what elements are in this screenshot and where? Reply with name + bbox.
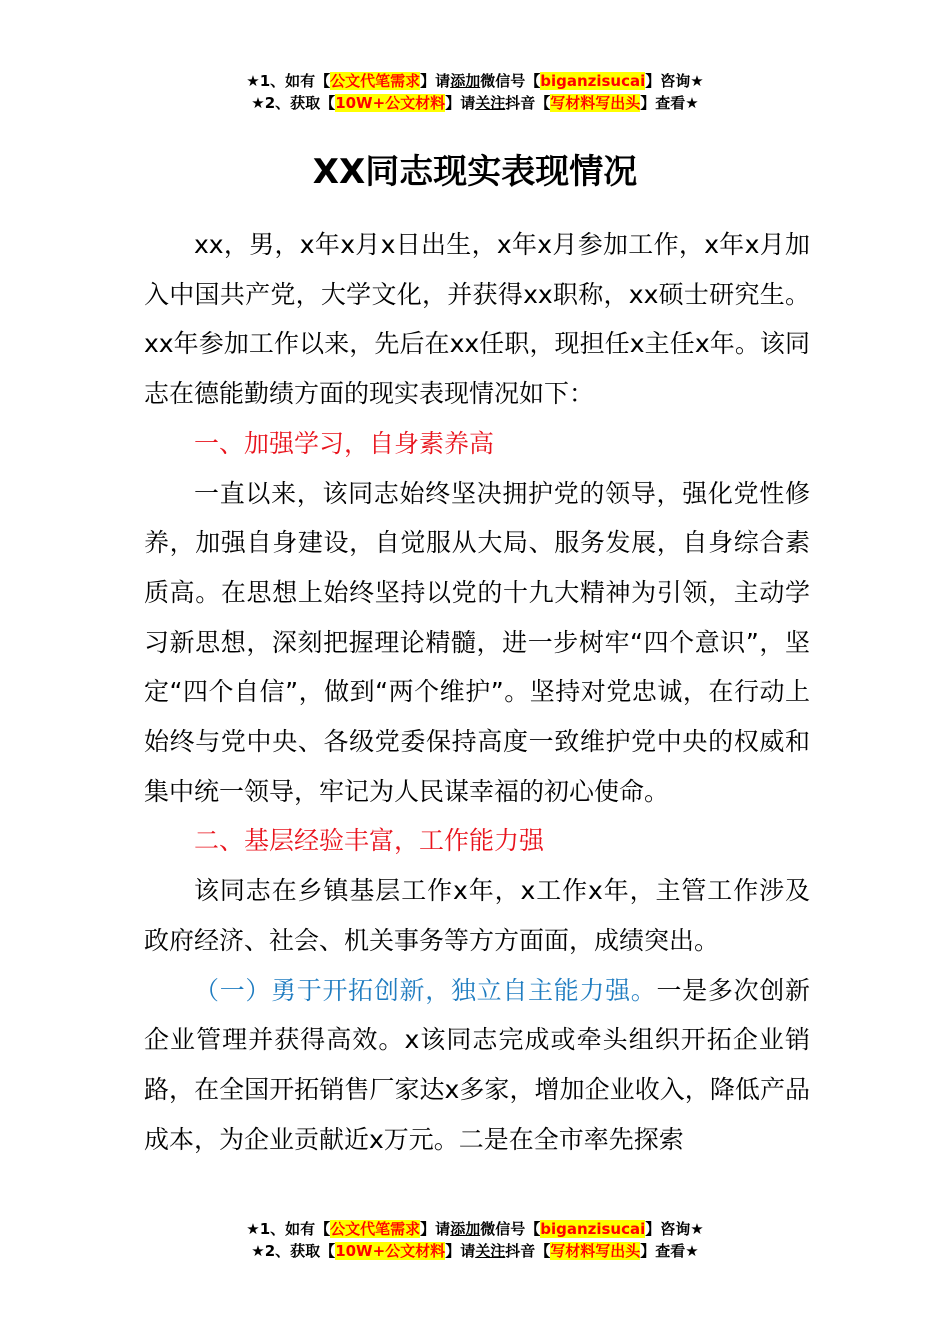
- document-body: [144, 220, 810, 1164]
- promo-underline: 关注: [475, 94, 506, 112]
- subsection-1-text: 一是多次创新企业管理并获得高效。x该同志完成或牵头组织开拓企业销路，在全国开拓销售厂家达x多家，增加企业收入，降低产品成本，为企业贡献近x万元。二是在全市率先探索: [144, 975, 810, 1154]
- promo-text: 1、如有【: [259, 1220, 331, 1238]
- intro-paragraph: xx，男，x年x月x日出生，x年x月参加工作，x年x月加入中国共产党，大学文化，并获得xx职称，xx硕士研究生。xx年参加工作以来，先后在xx任职，现担任x主任x年。该同志在德能勤绩方面的现实表现情况如下：: [144, 230, 810, 409]
- promo-text: 抖音【: [505, 1242, 551, 1260]
- promo-text: 微信号【: [480, 72, 541, 90]
- promo-text: 】请: [420, 72, 451, 90]
- promo-text: 】请: [445, 1242, 476, 1260]
- promo-underline: 关注: [475, 1242, 506, 1260]
- star-icon: ★: [251, 94, 265, 112]
- promo-line-1: [0, 1218, 950, 1240]
- promo-wechat-id: biganzisucai: [540, 72, 646, 90]
- promo-text: 】查看★: [640, 1242, 699, 1260]
- promo-text: 抖音【: [505, 94, 551, 112]
- promo-text: 1、如有【: [259, 72, 331, 90]
- promo-text: 】咨询★: [645, 72, 704, 90]
- promo-text: 】请: [420, 1220, 451, 1238]
- section-1-paragraph: 一直以来，该同志始终坚决拥护党的领导，强化党性修养，加强自身建设，自觉服从大局、服务发展，自身综合素质高。在思想上始终坚持以党的十九大精神为引领，主动学习新思想，深刻把握理论精髓，进一步树牢“四个意识”，坚定“四个自信”，做到“两个维护”。坚持对党忠诚，在行动上始终与党中央、各级党委保持高度一致维护党中央的权威和集中统一领导，牢记为人民谋幸福的初心使命。: [144, 478, 810, 806]
- promo-douyin-id: 写材料写出头: [550, 94, 641, 112]
- section-heading-1: 一、加强学习，自身素养高: [194, 428, 495, 458]
- promo-text: 】请: [445, 94, 476, 112]
- promo-highlight: 公文代笔需求: [330, 1220, 421, 1238]
- promo-text: 】查看★: [640, 94, 699, 112]
- promo-wechat-id: biganzisucai: [540, 1220, 646, 1238]
- promo-underline: 添加: [450, 1220, 481, 1238]
- section-heading-2: 二、基层经验丰富，工作能力强: [194, 826, 545, 856]
- promo-text: 微信号【: [480, 1220, 541, 1238]
- document-title: XX同志现实表现情况: [312, 152, 638, 192]
- promo-footer: [0, 1218, 950, 1262]
- promo-douyin-id: 写材料写出头: [550, 1242, 641, 1260]
- star-icon: ★: [246, 72, 260, 90]
- subsection-heading-1: （一）勇于开拓创新，独立自主能力强。: [194, 975, 657, 1005]
- section-2-paragraph: 该同志在乡镇基层工作x年，x工作x年，主管工作涉及政府经济、社会、机关事务等方方面面，成绩突出。: [144, 876, 810, 955]
- promo-highlight: 10W+公文材料: [335, 1242, 446, 1260]
- promo-line-2: [0, 92, 950, 114]
- star-icon: ★: [246, 1220, 260, 1238]
- promo-line-2: [0, 1240, 950, 1262]
- promo-highlight: 10W+公文材料: [335, 94, 446, 112]
- promo-text: 】咨询★: [645, 1220, 704, 1238]
- promo-underline: 添加: [450, 72, 481, 90]
- promo-highlight: 公文代笔需求: [330, 72, 421, 90]
- promo-text: 2、获取【: [264, 94, 336, 112]
- promo-text: 2、获取【: [264, 1242, 336, 1260]
- subsection-paragraph: [144, 966, 810, 1165]
- promo-header: [0, 70, 950, 114]
- star-icon: ★: [251, 1242, 265, 1260]
- promo-line-1: [0, 70, 950, 92]
